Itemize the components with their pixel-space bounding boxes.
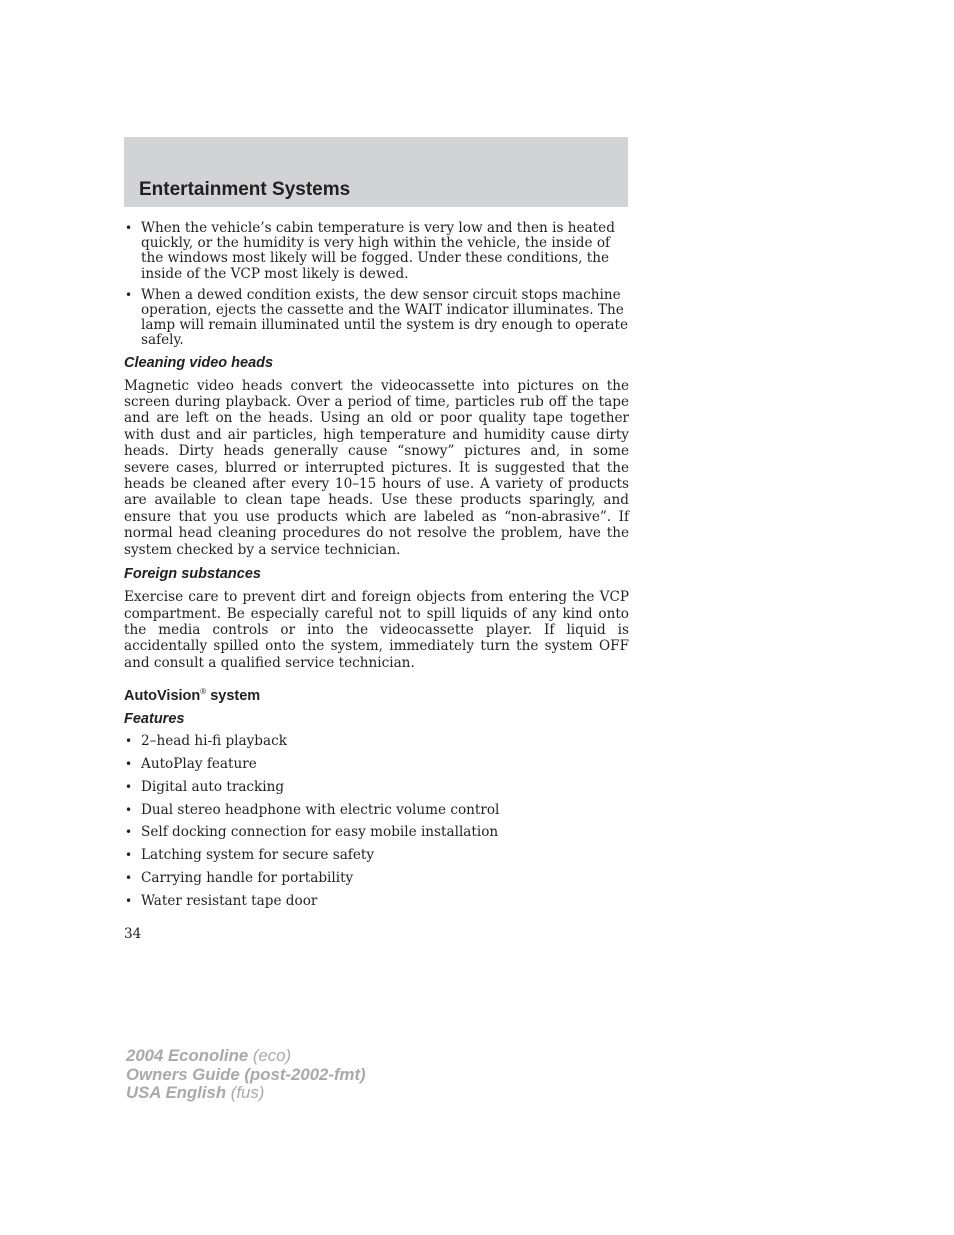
autovision-name: AutoVision — [124, 688, 201, 705]
footer-line-guide: Owners Guide (post-2002-fmt) — [126, 1064, 366, 1084]
dew-condition-list — [124, 221, 629, 349]
list-item: • 2–head hi-fi playback — [124, 734, 629, 749]
footer-line-model: 2004 Econoline (eco) — [126, 1046, 292, 1065]
document-footer — [126, 1047, 366, 1103]
list-item: • Self docking connection for easy mobile installation — [124, 825, 629, 840]
foreign-substances-heading: Foreign substances — [124, 566, 261, 583]
registered-mark: ® — [200, 687, 207, 697]
list-item: • Digital auto tracking — [124, 780, 629, 795]
section-header-band — [124, 137, 628, 207]
list-item: • Latching system for secure safety — [124, 848, 629, 863]
list-item: • Water resistant tape door — [124, 894, 629, 909]
features-list — [124, 734, 629, 909]
features-heading: Features — [124, 711, 185, 728]
autovision-suffix: system — [206, 688, 261, 705]
foreign-substances-paragraph: Exercise care to prevent dirt and foreign objects from entering the VCP compartment. Be especially careful not to spill liquids of any kind onto the media controls or into the videocassette player. If liquid is accidentally spilled onto the system, immediately turn the system OFF and consult a qualified service technician. — [124, 589, 629, 671]
autovision-heading — [124, 683, 629, 705]
footer-line-language: USA English (fus) — [126, 1083, 265, 1102]
list-item: • When a dewed condition exists, the dew sensor circuit stops machine operation, ejects the cassette and the WAIT indicator illuminates. The lamp will remain illuminated until the system is dry enough to operate safely. — [124, 288, 629, 349]
cleaning-heading: Cleaning video heads — [124, 354, 274, 371]
list-item: • Carrying handle for portability — [124, 871, 629, 886]
cleaning-paragraph: Magnetic video heads convert the videocassette into pictures on the screen during playback. Over a period of time, particles rub off the tape and are left on the heads. Using an old or poor quality tape together with dust and air particles, high temperature and humidity cause dirty heads. Dirty heads generally cause “snowy” pictures and, in some severe cases, blurred or interrupted pictures. It is suggested that the heads be cleaned after every 10–15 hours of use. A variety of products are available to clean tape heads. Use these products sparingly, and ensure that you use products which are labeled as “non-abrasive”. If normal head cleaning procedures do not resolve the problem, have the system checked by a service technician. — [124, 377, 629, 558]
page-number: 34 — [124, 926, 142, 942]
section-title: Entertainment Systems — [139, 179, 351, 200]
list-item: • When the vehicle’s cabin temperature is very low and then is heated quickly, or the humidity is very high within the vehicle, the inside of the windows most likely will be fogged. Under these conditions, the inside of the VCP most likely is dewed. — [124, 221, 629, 282]
list-item: • Dual stereo headphone with electric volume control — [124, 803, 629, 818]
list-item: • AutoPlay feature — [124, 757, 629, 772]
page-content — [124, 221, 629, 917]
